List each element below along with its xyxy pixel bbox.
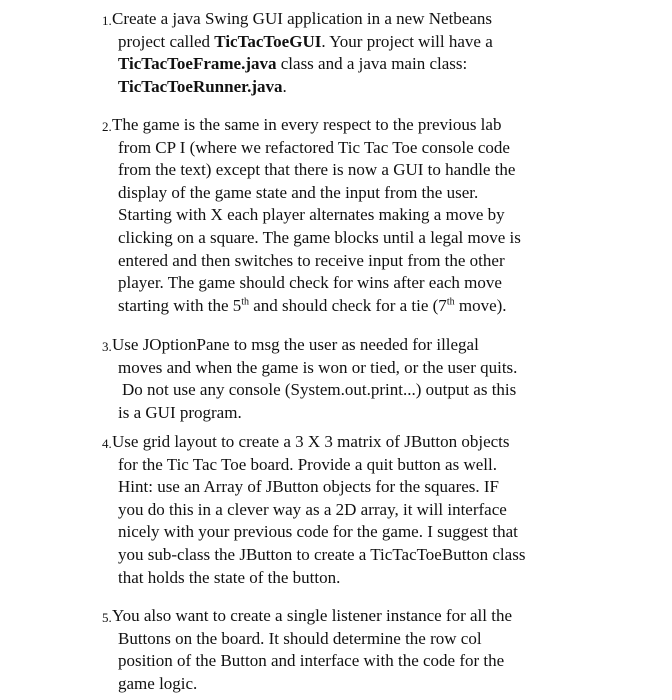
text-line: nicely with your previous code for the game. I suggest that — [118, 522, 518, 542]
text-line: you sub-class the JButton to create a TicTacToeButton class — [118, 545, 526, 564]
text-line: is a GUI program. — [118, 402, 242, 422]
text-line: Use JOptionPane to msg the user as needed for illegal — [112, 335, 479, 354]
text-segment: TicTacToeGUI — [214, 31, 322, 51]
text-line: Use grid layout to create a 3 X 3 matrix of JButton objects — [112, 432, 510, 451]
text-line: you do this in a clever way as a 2D array, it will interface — [118, 499, 507, 519]
text-line — [118, 53, 467, 75]
text-segment: project called — [118, 31, 215, 51]
text-line: game logic. — [118, 673, 198, 693]
text-line — [118, 31, 493, 53]
text-line — [118, 76, 287, 98]
text-segment: th — [446, 296, 455, 308]
text-segment: TicTacToeFrame.java — [118, 54, 277, 74]
text-line: display of the game state and the input from the user. — [118, 182, 479, 202]
text-line: You also want to create a single listener instance for all the — [112, 606, 513, 625]
text-segment: . — [282, 76, 287, 96]
text-line: player. The game should check for wins after each move — [118, 273, 502, 293]
text-line: that holds the state of the button. — [118, 567, 341, 587]
text-segment: . Your project will have a — [321, 31, 493, 51]
text-line: Buttons on the board. It should determine the row col — [118, 628, 482, 648]
text-line: for the Tic Tac Toe board. Provide a quit button as well. — [118, 454, 497, 474]
item-number: 5. — [102, 610, 112, 625]
text-line: from CP I (where we refactored Tic Tac Toe console code — [118, 137, 510, 157]
item-number: 1. — [102, 13, 112, 28]
text-line: entered and then switches to receive input from the other — [118, 250, 505, 270]
text-segment: class and a java main class: — [276, 54, 468, 74]
text-line: clicking on a square. The game blocks until a legal move is — [118, 228, 521, 247]
text-line: The game is the same in every respect to the previous lab — [112, 115, 502, 134]
text-line: moves and when the game is won or tied, or the user quits. — [118, 357, 518, 377]
item-number: 4. — [102, 436, 112, 451]
text-segment: starting with the 5 — [118, 295, 242, 315]
text-segment: TicTacToeRunner.java — [118, 76, 283, 96]
text-segment: move). — [454, 295, 507, 315]
text-line: Hint: use an Array of JButton objects for the squares. IF — [118, 477, 500, 497]
text-line: Do not use any console (System.out.print...) output as this — [122, 380, 517, 400]
text-line: from the text) except that there is now a GUI to handle the — [118, 160, 516, 180]
text-line: position of the Button and interface with the code for the — [118, 651, 505, 671]
text-line — [118, 295, 507, 317]
text-line: Starting with X each player alternates making a move by — [118, 205, 505, 225]
text-line: Create a java Swing GUI application in a new Netbeans — [112, 9, 493, 28]
text-segment: th — [241, 296, 250, 308]
item-number: 3. — [102, 339, 112, 354]
item-number: 2. — [102, 119, 112, 134]
text-segment: and should check for a tie (7 — [249, 295, 447, 315]
